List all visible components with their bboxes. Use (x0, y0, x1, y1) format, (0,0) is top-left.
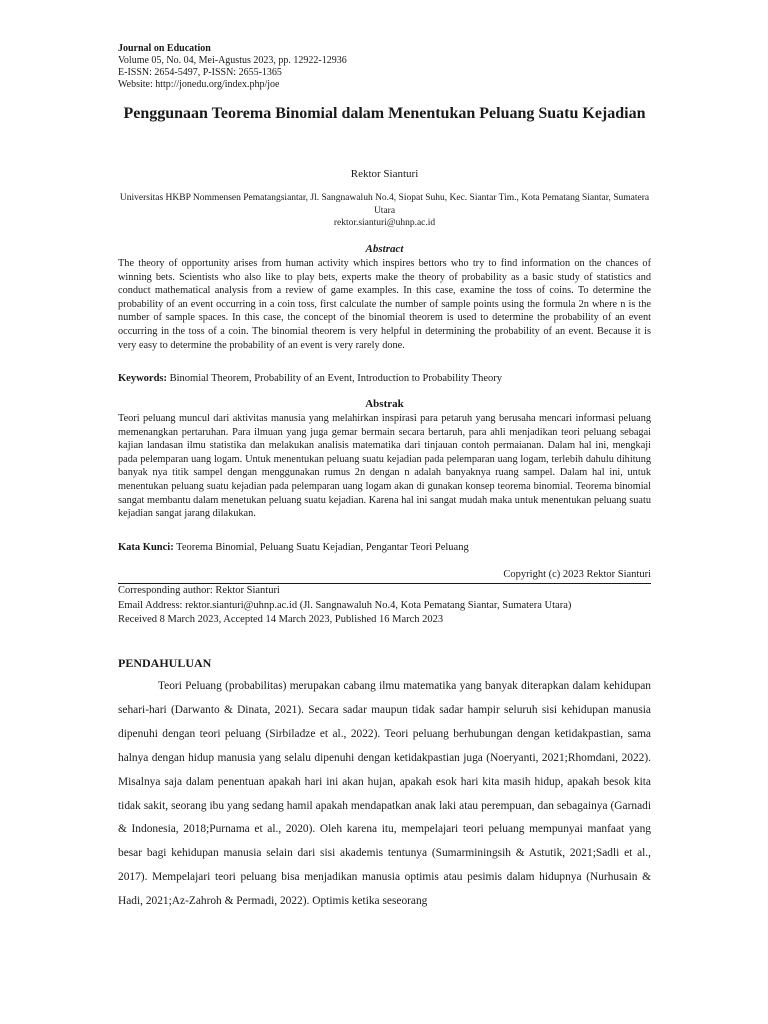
abstrak-paragraph: Teori peluang muncul dari aktivitas manusia yang melahirkan inspirasi para petaruh yang berusaha mencari informasi peluang memenangkan pertaruhan. Para ilmuan yang juga gemar bermain secara bertaruh, para ahli menjadikan teori peluang sebagai kajian landasan ilmu statistika dan melakukan analisis matematika dari tinjauan contoh permaianan. Dalam hal ini, mengkaji pada pelemparan uang logam. Untuk menentukan peluang suatu kejadian pada pelemparan uang logam, terlebih dahulu dihitung banyak nya titik sampel dengan menggunakan rumus 2n dengan n adalah banyaknya ruang sampel. Dalam hal ini, untuk menentukan peluang suatu kejadian pada pelemparan uang logam akan di gunakan konsep teorema binomial. Teorema binomial sangat membantu dalam menetukan peluang suatu kejadian. Karena hal ini sangat mudah maka untuk menentukan peluang suatu kejadian sangat jarang dilakukan. (118, 413, 651, 520)
journal-issn: E-ISSN: 2654-5497, P-ISSN: 2655-1365 (118, 67, 282, 78)
keywords-label: Keywords: (118, 373, 167, 384)
abstrak-heading: Abstrak (365, 398, 404, 410)
paper-title: Penggunaan Teorema Binomial dalam Menentukan Peluang Suatu Kejadian (123, 105, 646, 122)
corresponding-email: Email Address: rektor.sianturi@uhnp.ac.id (Jl. Sangnawaluh No.4, Kota Pematang Siantar, Sumatera Utara) (118, 599, 572, 611)
journal-volume: Volume 05, No. 04, Mei-Agustus 2023, pp. 12922-12936 (118, 55, 347, 66)
author-affiliation (118, 192, 651, 230)
section-heading-pendahuluan: PENDAHULUAN (118, 656, 212, 670)
journal-name: Journal on Education (118, 43, 211, 54)
intro-paragraph: Teori Peluang (probabilitas) merupakan cabang ilmu matematika yang banyak diterapkan dalam kehidupan sehari-hari (Darwanto & Dinata, 2021). Secara sadar maupun tidak sadar hampir seluruh sisi kehidupan manusia dipenuhi dengan teori peluang (Sirbiladze et al., 2022). Teori peluang berhubungan dengan ketidakpastian, sama halnya dengan hidup manusia yang selalu dipenuhi dengan ketidakpastian juga (Noeryanti, 2021;Rhomdani, 2022). Misalnya saja dalam penentuan apakah hari ini akan hujan, apakah esok hari kita masih hidup, apakah besok kita tidak sakit, seorang ibu yang sedang hamil apakah mendapatkan anak laki atau perempuan, dan sebagainya (Garnadi & Indonesia, 2018;Purnama et al., 2020). Oleh karena itu, mempelajari teori peluang mempunyai manfaat yang besar bagi kehidupan manusia selain dari sisi akademis tentunya (Sumarminingsih & Astutik, 2021;Sadli et al., 2017). Mempelajari teori peluang bisa menjadikan manusia optimis atau pesimis dalam hidupnya (Nurhusain & Hadi, 2021;Az-Zahroh & Permadi, 2022). Optimis ketika seseorang (118, 680, 651, 908)
abstract-heading: Abstract (365, 243, 404, 255)
kata-kunci-line (118, 541, 658, 554)
keywords-list: Binomial Theorem, Probability of an Event, Introduction to Probability Theory (169, 373, 502, 384)
keywords-line (118, 372, 658, 385)
publication-dates: Received 8 March 2023, Accepted 14 March 2023, Published 16 March 2023 (118, 614, 444, 625)
affiliation-email[interactable]: rektor.sianturi@uhnp.ac.id (333, 218, 436, 228)
copyright-notice: Copyright (c) 2023 Rektor Sianturi (503, 569, 651, 580)
abstract-paragraph: The theory of opportunity arises from human activity which inspires bettors who try to find information on the chances of winning bets. Scientists who also like to play bets, experts make the theory of probability as a basic study of statistics and conduct mathematical analysis from a review of game examples. In this case, examine the toss of coins. To determine the probability of an event occurring in a coin toss, first calculate the number of sample points using the formula 2n where n is the number of sample spaces. In this case, the concept of the binomial theorem is used to determine the probability of an event occurring in the toss of a coin. The binomial theorem is very helpful in determining the probability of an event. Because it is very easy to determine the probability of an event is very rarely done. (118, 258, 651, 351)
journal-header (118, 43, 658, 91)
correspondence-block (118, 584, 658, 628)
kata-kunci-label: Kata Kunci: (118, 542, 174, 553)
author-name: Rektor Sianturi (350, 168, 419, 180)
intro-body (118, 675, 651, 914)
corresponding-author: Corresponding author: Rektor Sianturi (118, 585, 280, 596)
abstract-text (118, 257, 651, 352)
abstrak-text (118, 412, 651, 521)
kata-kunci-list: Teorema Binomial, Peluang Suatu Kejadian, Pengantar Teori Peluang (176, 542, 469, 553)
journal-website[interactable]: Website: http://jonedu.org/index.php/joe (118, 79, 280, 90)
affiliation-institution: Universitas HKBP Nommensen Pematangsiantar, Jl. Sangnawaluh No.4, Siopat Suhu, Kec. Siantar Tim., Kota Pematang Siantar, Sumatera Utara (119, 193, 650, 216)
